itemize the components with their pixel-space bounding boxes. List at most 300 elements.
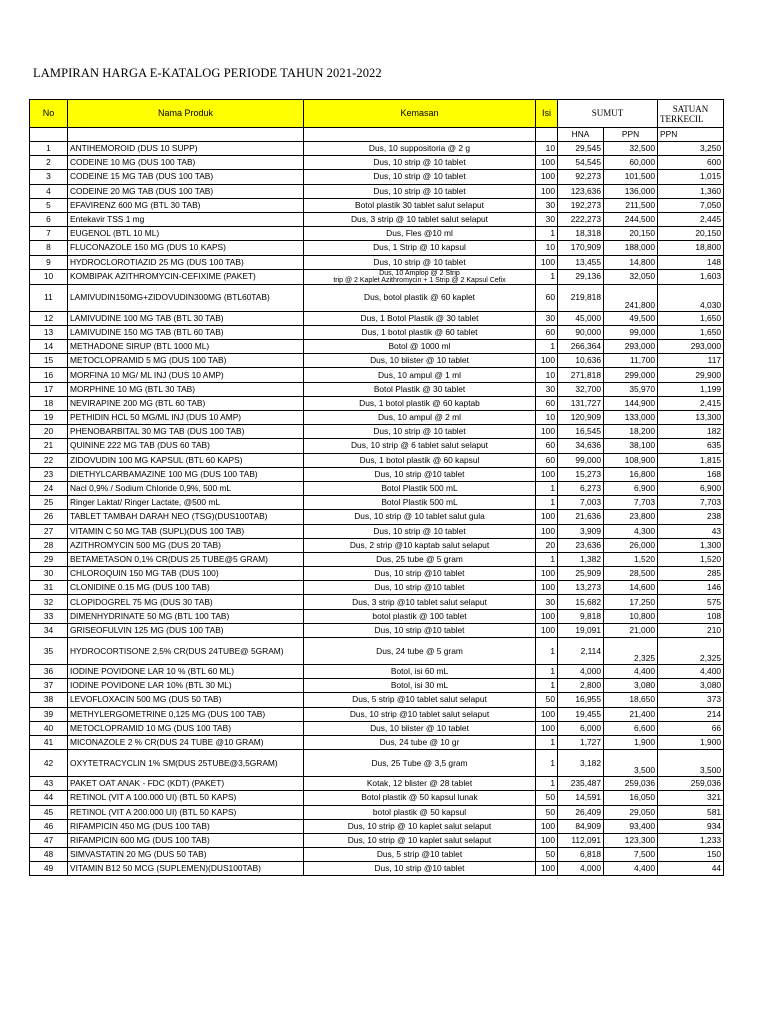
product-name: LAMIVUDIN150MG+ZIDOVUDIN300MG (BTL60TAB): [68, 284, 304, 311]
unit-price: 293,000: [658, 340, 724, 354]
packaging: Dus, 1 Strip @ 10 kapsul: [304, 241, 536, 255]
table-row: [30, 567, 724, 581]
hna-price: 18,318: [558, 227, 604, 241]
table-row: [30, 735, 724, 749]
ppn-price: 4,400: [604, 862, 658, 876]
row-number: 31: [30, 581, 68, 595]
content-qty: 100: [536, 707, 558, 721]
packaging: Dus, 1 botol plastik @ 60 tablet: [304, 325, 536, 339]
row-number: 45: [30, 805, 68, 819]
content-qty: 30: [536, 595, 558, 609]
product-name: ZIDOVUDIN 100 MG KAPSUL (BTL 60 KAPS): [68, 453, 304, 467]
ppn-price: 28,500: [604, 567, 658, 581]
content-qty: 1: [536, 496, 558, 510]
product-name: TABLET TAMBAH DARAH NEO (TSG)(DUS100TAB): [68, 510, 304, 524]
row-number: 4: [30, 184, 68, 198]
row-number: 28: [30, 538, 68, 552]
product-name: NEVIRAPINE 200 MG (BTL 60 TAB): [68, 396, 304, 410]
table-row: [30, 439, 724, 453]
row-number: 27: [30, 524, 68, 538]
product-name: FLUCONAZOLE 150 MG (DUS 10 KAPS): [68, 241, 304, 255]
content-qty: 60: [536, 396, 558, 410]
table-row: [30, 425, 724, 439]
product-name: EUGENOL (BTL 10 ML): [68, 227, 304, 241]
row-number: 42: [30, 750, 68, 777]
unit-price: 7,703: [658, 496, 724, 510]
hna-price: 235,487: [558, 777, 604, 791]
product-name: PHENOBARBITAL 30 MG TAB (DUS 100 TAB): [68, 425, 304, 439]
ppn-price: 20,150: [604, 227, 658, 241]
unit-price: 148: [658, 255, 724, 269]
hna-price: 6,818: [558, 848, 604, 862]
table-row: [30, 411, 724, 425]
packaging: Dus, 24 tube @ 10 gr: [304, 735, 536, 749]
content-qty: 20: [536, 538, 558, 552]
row-number: 24: [30, 481, 68, 495]
ppn-price: 3,080: [604, 679, 658, 693]
product-name: CHLOROQUIN 150 MG TAB (DUS 100): [68, 567, 304, 581]
hna-price: 19,455: [558, 707, 604, 721]
hna-price: 26,409: [558, 805, 604, 819]
product-name: RETINOL (VIT A 100.000 UI) (BTL 50 KAPS): [68, 791, 304, 805]
packaging: Dus, 5 strip @10 tablet: [304, 848, 536, 862]
packaging: Botol Plastik 500 mL: [304, 481, 536, 495]
subheader-empty-nama: [68, 128, 304, 142]
row-number: 35: [30, 638, 68, 665]
packaging: Botol Plastik 500 mL: [304, 496, 536, 510]
row-number: 19: [30, 411, 68, 425]
table-row: [30, 255, 724, 269]
unit-price: 3,500: [658, 750, 724, 777]
content-qty: 100: [536, 184, 558, 198]
ppn-price: 3,500: [604, 750, 658, 777]
hna-price: 219,818: [558, 284, 604, 311]
row-number: 29: [30, 552, 68, 566]
hna-price: 34,636: [558, 439, 604, 453]
content-qty: 1: [536, 665, 558, 679]
product-name: CODEINE 10 MG (DUS 100 TAB): [68, 156, 304, 170]
ppn-price: 21,400: [604, 707, 658, 721]
packaging: Dus, 10 strip @10 tablet: [304, 862, 536, 876]
header-isi: Isi: [536, 100, 558, 128]
unit-price: 7,050: [658, 198, 724, 212]
unit-price: 1,015: [658, 170, 724, 184]
packaging: Dus, 10 ampul @ 2 ml: [304, 411, 536, 425]
packaging: Dus, 10 strip @ 10 tablet: [304, 524, 536, 538]
packaging: Dus, 10 strip @ 10 tablet: [304, 170, 536, 184]
content-qty: 50: [536, 693, 558, 707]
content-qty: 100: [536, 862, 558, 876]
table-row: [30, 707, 724, 721]
unit-price: 1,900: [658, 735, 724, 749]
ppn-price: 14,800: [604, 255, 658, 269]
packaging: Dus, 10 strip @ 10 kaplet salut selaput: [304, 833, 536, 847]
row-number: 10: [30, 269, 68, 284]
row-number: 17: [30, 382, 68, 396]
unit-price: 1,815: [658, 453, 724, 467]
ppn-price: 259,036: [604, 777, 658, 791]
table-row: [30, 467, 724, 481]
table-row: [30, 184, 724, 198]
subheader-ppn: PPN: [604, 128, 658, 142]
unit-price: 373: [658, 693, 724, 707]
hna-price: 29,545: [558, 142, 604, 156]
row-number: 25: [30, 496, 68, 510]
table-row: [30, 581, 724, 595]
hna-price: 1,727: [558, 735, 604, 749]
content-qty: 1: [536, 227, 558, 241]
packaging: Dus, 1 botol plastik @ 60 kapsul: [304, 453, 536, 467]
hna-price: 1,382: [558, 552, 604, 566]
table-row: [30, 609, 724, 623]
ppn-price: 17,250: [604, 595, 658, 609]
ppn-price: 6,900: [604, 481, 658, 495]
packaging: Dus, 10 strip @ 10 tablet: [304, 156, 536, 170]
hna-price: 4,000: [558, 665, 604, 679]
table-row: [30, 481, 724, 495]
content-qty: 30: [536, 311, 558, 325]
content-qty: 100: [536, 354, 558, 368]
hna-price: 192,273: [558, 198, 604, 212]
unit-price: 259,036: [658, 777, 724, 791]
row-number: 20: [30, 425, 68, 439]
table-row: [30, 848, 724, 862]
unit-price: 6,900: [658, 481, 724, 495]
row-number: 15: [30, 354, 68, 368]
table-row: [30, 284, 724, 311]
ppn-price: 38,100: [604, 439, 658, 453]
packaging: Dus, 5 strip @10 tablet salut selaput: [304, 693, 536, 707]
row-number: 9: [30, 255, 68, 269]
product-name: CLONIDINE 0.15 MG (DUS 100 TAB): [68, 581, 304, 595]
ppn-price: 133,000: [604, 411, 658, 425]
packaging: Dus, botol plastik @ 60 kaplet: [304, 284, 536, 311]
table-row: [30, 833, 724, 847]
table-row: [30, 156, 724, 170]
unit-price: 2,325: [658, 638, 724, 665]
row-number: 1: [30, 142, 68, 156]
hna-price: 92,273: [558, 170, 604, 184]
unit-price: 44: [658, 862, 724, 876]
hna-price: 13,455: [558, 255, 604, 269]
table-row: [30, 750, 724, 777]
subheader-empty-no: [30, 128, 68, 142]
row-number: 46: [30, 819, 68, 833]
row-number: 38: [30, 693, 68, 707]
unit-price: 581: [658, 805, 724, 819]
product-name: METOCLOPRAMID 5 MG (DUS 100 TAB): [68, 354, 304, 368]
hna-price: 90,000: [558, 325, 604, 339]
unit-price: 18,800: [658, 241, 724, 255]
unit-price: 150: [658, 848, 724, 862]
product-name: SIMVASTATIN 20 MG (DUS 50 TAB): [68, 848, 304, 862]
content-qty: 100: [536, 567, 558, 581]
unit-price: 108: [658, 609, 724, 623]
content-qty: 1: [536, 340, 558, 354]
hna-price: 271,818: [558, 368, 604, 382]
unit-price: 182: [658, 425, 724, 439]
ppn-price: 293,000: [604, 340, 658, 354]
hna-price: 15,273: [558, 467, 604, 481]
product-name: RIFAMPICIN 450 MG (DUS 100 TAB): [68, 819, 304, 833]
packaging: Dus, 25 tube @ 5 gram: [304, 552, 536, 566]
content-qty: 1: [536, 638, 558, 665]
hna-price: 32,700: [558, 382, 604, 396]
content-qty: 100: [536, 510, 558, 524]
row-number: 2: [30, 156, 68, 170]
table-row: [30, 819, 724, 833]
table-row: [30, 142, 724, 156]
packaging: Dus, 10 blister @ 10 tablet: [304, 721, 536, 735]
packaging: Dus, 10 strip @10 tablet: [304, 567, 536, 581]
subheader-ppn-satuan: PPN: [658, 128, 724, 142]
header-satuan-line1: SATUAN: [672, 103, 709, 114]
table-row: [30, 595, 724, 609]
hna-price: 25,909: [558, 567, 604, 581]
hna-price: 120,909: [558, 411, 604, 425]
ppn-price: 93,400: [604, 819, 658, 833]
content-qty: 100: [536, 156, 558, 170]
table-body: [30, 142, 724, 876]
row-number: 23: [30, 467, 68, 481]
table-row: [30, 241, 724, 255]
packaging-line1: Dus, 10 Amplop @ 2 Strip: [379, 269, 460, 277]
content-qty: 100: [536, 609, 558, 623]
hna-price: 2,800: [558, 679, 604, 693]
row-number: 36: [30, 665, 68, 679]
ppn-price: 49,500: [604, 311, 658, 325]
ppn-price: 99,000: [604, 325, 658, 339]
table-row: [30, 510, 724, 524]
packaging: Botol Plastik @ 30 tablet: [304, 382, 536, 396]
ppn-price: 32,500: [604, 142, 658, 156]
unit-price: 20,150: [658, 227, 724, 241]
row-number: 3: [30, 170, 68, 184]
hna-price: 16,545: [558, 425, 604, 439]
packaging: Dus, 10 strip @ 10 tablet: [304, 425, 536, 439]
hna-price: 170,909: [558, 241, 604, 255]
table-row: [30, 623, 724, 637]
content-qty: 60: [536, 453, 558, 467]
table-row: [30, 721, 724, 735]
table-row: [30, 269, 724, 284]
ppn-price: 241,800: [604, 284, 658, 311]
content-qty: 10: [536, 142, 558, 156]
ppn-price: 16,800: [604, 467, 658, 481]
ppn-price: 123,300: [604, 833, 658, 847]
table-row: [30, 453, 724, 467]
packaging: Dus, 1 Botol Plastik @ 30 tablet: [304, 311, 536, 325]
unit-price: 575: [658, 595, 724, 609]
packaging: Botol plastik 30 tablet salut selaput: [304, 198, 536, 212]
ppn-price: 136,000: [604, 184, 658, 198]
product-name: RETINOL (VIT A 200.000 UI) (BTL 50 KAPS): [68, 805, 304, 819]
packaging: Dus, 10 strip @10 tablet salut selaput: [304, 707, 536, 721]
packaging: Dus, 10 strip @ 6 tablet salut selaput: [304, 439, 536, 453]
unit-price: 600: [658, 156, 724, 170]
product-name: CODEINE 15 MG TAB (DUS 100 TAB): [68, 170, 304, 184]
content-qty: 60: [536, 439, 558, 453]
table-row: [30, 538, 724, 552]
packaging: botol plastik @ 50 kapsul: [304, 805, 536, 819]
unit-price: 1,300: [658, 538, 724, 552]
content-qty: 100: [536, 833, 558, 847]
packaging: Dus, Fles @10 ml: [304, 227, 536, 241]
unit-price: 1,233: [658, 833, 724, 847]
table-row: [30, 396, 724, 410]
header-satuan-terkecil: [658, 100, 724, 128]
packaging: Dus, 10 strip @10 tablet: [304, 467, 536, 481]
product-name: Ringer Laktat/ Ringer Lactate, @500 mL: [68, 496, 304, 510]
hna-price: 131,727: [558, 396, 604, 410]
row-number: 18: [30, 396, 68, 410]
ppn-price: 60,000: [604, 156, 658, 170]
product-name: ANTIHEMOROID (DUS 10 SUPP): [68, 142, 304, 156]
product-name: Nacl 0,9% / Sodium Chloride 0,9%, 500 mL: [68, 481, 304, 495]
content-qty: 60: [536, 325, 558, 339]
table-row: [30, 368, 724, 382]
table-row: [30, 311, 724, 325]
row-number: 43: [30, 777, 68, 791]
unit-price: 214: [658, 707, 724, 721]
unit-price: 1,520: [658, 552, 724, 566]
unit-price: 1,650: [658, 311, 724, 325]
row-number: 49: [30, 862, 68, 876]
subheader-hna: HNA: [558, 128, 604, 142]
product-name: MICONAZOLE 2 % CR(DUS 24 TUBE @10 GRAM): [68, 735, 304, 749]
unit-price: 66: [658, 721, 724, 735]
hna-price: 3,909: [558, 524, 604, 538]
content-qty: 100: [536, 721, 558, 735]
table-row: [30, 679, 724, 693]
product-name: Entekavir TSS 1 mg: [68, 212, 304, 226]
hna-price: 3,182: [558, 750, 604, 777]
packaging: Dus, 10 blister @ 10 tablet: [304, 354, 536, 368]
table-row: [30, 340, 724, 354]
unit-price: 934: [658, 819, 724, 833]
row-number: 21: [30, 439, 68, 453]
content-qty: 100: [536, 623, 558, 637]
product-name: HYDROCORTISONE 2,5% CR(DUS 24TUBE@ 5GRAM): [68, 638, 304, 665]
product-name: KOMBIPAK AZITHROMYCIN-CEFIXIME (PAKET): [68, 269, 304, 284]
unit-price: 43: [658, 524, 724, 538]
ppn-price: 299,000: [604, 368, 658, 382]
header-kemasan: Kemasan: [304, 100, 536, 128]
packaging: Dus, 3 strip @10 tablet salut selaput: [304, 595, 536, 609]
content-qty: 1: [536, 735, 558, 749]
ppn-price: 18,650: [604, 693, 658, 707]
ppn-price: 101,500: [604, 170, 658, 184]
header-no: No: [30, 100, 68, 128]
packaging: Dus, 10 strip @10 tablet: [304, 581, 536, 595]
content-qty: 100: [536, 819, 558, 833]
header-nama-produk: Nama Produk: [68, 100, 304, 128]
table-row: [30, 552, 724, 566]
unit-price: 4,030: [658, 284, 724, 311]
unit-price: 13,300: [658, 411, 724, 425]
packaging: Dus, 10 ampul @ 1 ml: [304, 368, 536, 382]
hna-price: 10,636: [558, 354, 604, 368]
row-number: 7: [30, 227, 68, 241]
content-qty: 30: [536, 198, 558, 212]
content-qty: 100: [536, 524, 558, 538]
ppn-price: 4,300: [604, 524, 658, 538]
hna-price: 16,955: [558, 693, 604, 707]
product-name: VITAMIN B12 50 MCG (SUPLEMEN)(DUS100TAB): [68, 862, 304, 876]
hna-price: 266,364: [558, 340, 604, 354]
product-name: CODEINE 20 MG TAB (DUS 100 TAB): [68, 184, 304, 198]
ppn-price: 244,500: [604, 212, 658, 226]
content-qty: 50: [536, 805, 558, 819]
row-number: 8: [30, 241, 68, 255]
row-number: 13: [30, 325, 68, 339]
hna-price: 84,909: [558, 819, 604, 833]
hna-price: 13,273: [558, 581, 604, 595]
row-number: 39: [30, 707, 68, 721]
row-number: 26: [30, 510, 68, 524]
content-qty: 100: [536, 170, 558, 184]
product-name: QUININE 222 MG TAB (DUS 60 TAB): [68, 439, 304, 453]
table-row: [30, 354, 724, 368]
ppn-price: 108,900: [604, 453, 658, 467]
ppn-price: 29,050: [604, 805, 658, 819]
product-name: METHYLERGOMETRINE 0,125 MG (DUS 100 TAB): [68, 707, 304, 721]
unit-price: 210: [658, 623, 724, 637]
packaging: Dus, 1 botol plastik @ 60 kaptab: [304, 396, 536, 410]
content-qty: 100: [536, 467, 558, 481]
unit-price: 3,250: [658, 142, 724, 156]
table-row: [30, 382, 724, 396]
table-row: [30, 805, 724, 819]
product-name: DIMENHYDRINATE 50 MG (BTL 100 TAB): [68, 609, 304, 623]
content-qty: 1: [536, 750, 558, 777]
table-row: [30, 693, 724, 707]
header-satuan-line2: TERKECIL: [660, 113, 704, 124]
product-name: OXYTETRACYCLIN 1% SM(DUS 25TUBE@3,5GRAM): [68, 750, 304, 777]
hna-price: 9,818: [558, 609, 604, 623]
unit-price: 1,360: [658, 184, 724, 198]
content-qty: 50: [536, 791, 558, 805]
row-number: 12: [30, 311, 68, 325]
ppn-price: 2,325: [604, 638, 658, 665]
unit-price: 321: [658, 791, 724, 805]
ppn-price: 21,000: [604, 623, 658, 637]
ppn-price: 11,700: [604, 354, 658, 368]
ppn-price: 23,800: [604, 510, 658, 524]
content-qty: 100: [536, 425, 558, 439]
product-name: PETHIDIN HCL 50 MG/ML INJ (DUS 10 AMP): [68, 411, 304, 425]
hna-price: 222,273: [558, 212, 604, 226]
row-number: 33: [30, 609, 68, 623]
table-row: [30, 198, 724, 212]
content-qty: 10: [536, 368, 558, 382]
hna-price: 4,000: [558, 862, 604, 876]
product-name: IODINE POVIDONE LAR 10% (BTL 30 ML): [68, 679, 304, 693]
hna-price: 45,000: [558, 311, 604, 325]
ppn-price: 1,520: [604, 552, 658, 566]
hna-price: 112,091: [558, 833, 604, 847]
content-qty: 1: [536, 552, 558, 566]
row-number: 48: [30, 848, 68, 862]
table-row: [30, 777, 724, 791]
product-name: PAKET OAT ANAK - FDC (KDT) (PAKET): [68, 777, 304, 791]
unit-price: 635: [658, 439, 724, 453]
ppn-price: 16,050: [604, 791, 658, 805]
content-qty: 50: [536, 848, 558, 862]
content-qty: 1: [536, 679, 558, 693]
hna-price: 6,273: [558, 481, 604, 495]
row-number: 47: [30, 833, 68, 847]
